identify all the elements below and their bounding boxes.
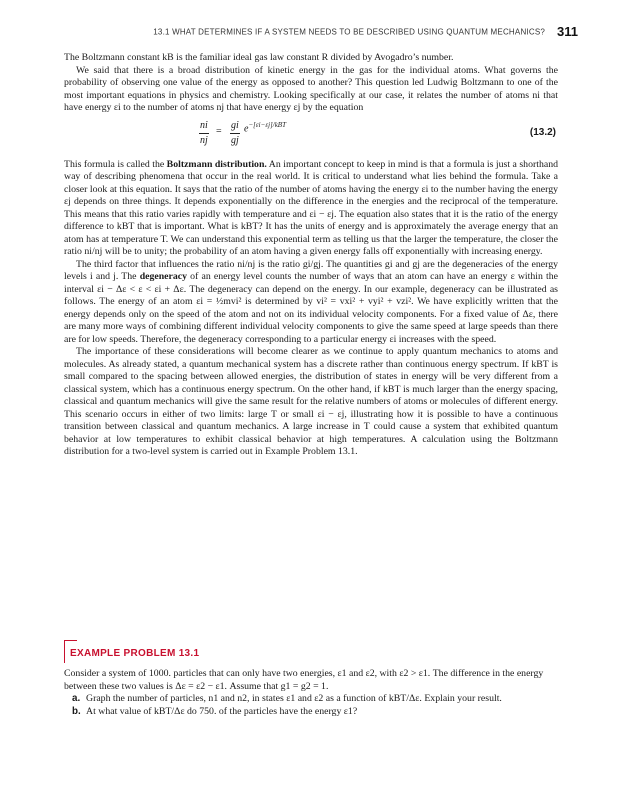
paragraph-2: We said that there is a broad distribution of kinetic energy in the gas for the individual atoms. What governs the probability of observing one value of the energy as opposed to another? This question led Ludwig Boltzmann to one of the most important equations in physics and chemistry. Looking specifically at our case, it relates the number of atoms ni that have energy εi to the number of atoms nj that have energy εj by the equation: [64, 64, 558, 113]
fraction-denominator: nj: [200, 134, 208, 146]
example-part-a: [72, 693, 558, 706]
exp-base: e: [244, 122, 249, 134]
paragraph-3-start: This formula is called the: [64, 158, 167, 170]
fraction-bar: [230, 133, 240, 134]
body-text: [64, 52, 558, 459]
example-title: EXAMPLE PROBLEM 13.1: [70, 648, 200, 659]
paragraph-1: The Boltzmann constant kB is the familiar ideal gas law constant R divided by Avogadro’s number.: [64, 52, 454, 63]
example-header: [64, 640, 558, 662]
page-number: 311: [557, 24, 578, 40]
equals-sign: =: [216, 125, 222, 137]
paragraph-3-rest: An important concept to keep in mind is that a formula is just a shorthand way of describing phenomena that occur in the real world. It is critical to understand what lies behind the formula. Take a closer look at this equation. It says that the ratio of the number of atoms having the energy εi to the number having the energy εj depends on three things. It depends exponentially on the difference in the energies and the reciprocal of the temperature. This means that this ratio varies rapidly with temperature and εi − εj. The equation also states that it is the ratio of the energy difference to kBT that is important. What is kBT? It has the units of energy and is approximately the average energy that an atom has at temperature T. We can understand this exponential term as telling us that the larger the temperature, the closer the ratio ni/nj will be to unity; the probability of an atom having a given energy falls off exponentially with increasing energy.: [64, 158, 558, 257]
part-b-label: b.: [72, 705, 81, 717]
example-part-b: [72, 706, 558, 719]
paragraph-4-start: The third factor that influences the ratio ni/nj is the ratio gi/gj. The quantities gi and gj are the degeneracies of the energy levels i and j. The: [64, 258, 558, 282]
paragraph-4-rest: of an energy level counts the number of ways that an atom can have an energy ε within the interval εi − Δε < ε < εi + Δε. The degeneracy can depend on the energy. In our example, degeneracy can be illustrated as follows. The energy of an atom εi = ½mvi² is determined by vi² = vxi² + vyi² + vzi². We have explicitly written that the energy depends only on the speed of the atom and not on its individual velocity components. For a fixed value of Δε, there are many more ways of combining different individual velocity components to give the same speed at large speeds than there are for low speeds. Therefore, the degeneracy corresponding to a particular energy εi increases with the speed.: [64, 271, 558, 345]
term-boltzmann-distribution: Boltzmann distribution.: [166, 158, 267, 170]
exponential-term: [244, 119, 286, 136]
fraction-numerator: ni: [200, 119, 208, 131]
equation-number: (13.2): [529, 126, 556, 138]
fraction-bar: [199, 133, 209, 134]
fraction-gi-gj: [230, 120, 240, 147]
paragraph-4: [64, 259, 558, 347]
part-a-text: Graph the number of particles, n1 and n2, in states ε1 and ε2 as a function of kBT/Δε. Explain your result.: [86, 693, 502, 704]
example-statement: Consider a system of 1000. particles that can only have two energies, ε1 and ε2, with ε2 > ε1. The difference in the energy between these two values is Δε = ε2 − ε1. Assume that g1 = g2 = 1.: [64, 668, 544, 692]
term-degeneracy: degeneracy: [139, 271, 188, 282]
section-title: 13.1 WHAT DETERMINES IF A SYSTEM NEEDS TO BE DESCRIBED USING QUANTUM MECHANICS?: [153, 27, 546, 37]
example-problem: [64, 640, 558, 718]
running-header: [0, 23, 578, 39]
fraction-numerator: gi: [231, 119, 239, 131]
paragraph-5: The importance of these considerations will become clearer as we continue to apply quantum mechanics to atoms and molecules. As already stated, a quantum mechanical system has a discrete rather than continuous energy spectrum. If kBT is small compared to the spacing between allowed energies, the distribution of states in energy will be very different from a classical system, which has a continuous energy spectrum. On the other hand, if kBT is much larger than the energy spacing, classical and quantum mechanics will give the same result for the relative numbers of atoms or molecules of different energy. This scenario occurs in either of two limits: large T or small εi − εj, illustrating how it is possible to have a continuous transition between classical and quantum mechanics. A large increase in T could cause a system that exhibited quantum behavior at low temperatures to exhibit classical behavior at high temperatures. A calculation using the Boltzmann distribution for a two-level system is carried out in Example Problem 13.1.: [64, 346, 558, 457]
paragraph-3: [64, 159, 558, 259]
part-a-label: a.: [72, 693, 81, 704]
part-b-text: At what value of kBT/Δε do 750. of the particles have the energy ε1?: [86, 705, 358, 717]
exp-exponent: −[εi−εj]/kBT: [248, 120, 286, 129]
equation-13-2: [64, 118, 558, 154]
fraction-ni-nj: [199, 120, 209, 147]
fraction-denominator: gj: [231, 134, 239, 146]
